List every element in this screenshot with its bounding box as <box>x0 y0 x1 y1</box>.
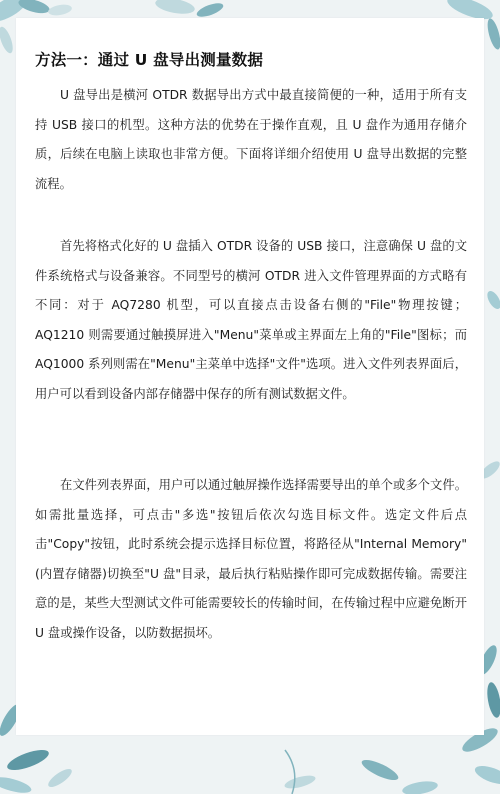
article-title: 方法一：通过 U 盘导出测量数据 <box>35 51 264 69</box>
article-paragraph: 在文件列表界面，用户可以通过触屏操作选择需要导出的单个或多个文件。如需批量选择，可点击"多选"按钮后依次勾选目标文件。选定文件后点击"Copy"按钮，此时系统会提示选择目标位置，将路径从"Internal Memory"(内置存储器)切换至"U 盘"目录，最后执行粘贴操作即可完成数据传输。需要注意的是，某些大型测试文件可能需要较长的传输时间，在传输过程中应避免断开 U 盘或操作设备，以防数据损坏。 <box>35 478 467 640</box>
article-paragraph: 首先将格式化好的 U 盘插入 OTDR 设备的 USB 接口，注意确保 U 盘的文件系统格式与设备兼容。不同型号的横河 OTDR 进入文件管理界面的方式略有不同：对于 AQ7280 机型，可以直接点击设备右侧的"File"物理按键；AQ1210 则需要通过触摸屏进入"Menu"菜单或主界面左上角的"File"图标；而 AQ1000 系列则需在"Menu"主菜单中选择"文件"选项。进入文件列表界面后，用户可以看到设备内部存储器中保存的所有测试数据文件。 <box>35 239 467 401</box>
article-paragraph: U 盘导出是横河 OTDR 数据导出方式中最直接简便的一种，适用于所有支持 USB 接口的机型。这种方法的优势在于操作直观，且 U 盘作为通用存储介质，后续在电脑上读取也非常方便。下面将详细介绍使用 U 盘导出数据的完整流程。 <box>35 88 467 191</box>
article-card <box>16 18 484 735</box>
